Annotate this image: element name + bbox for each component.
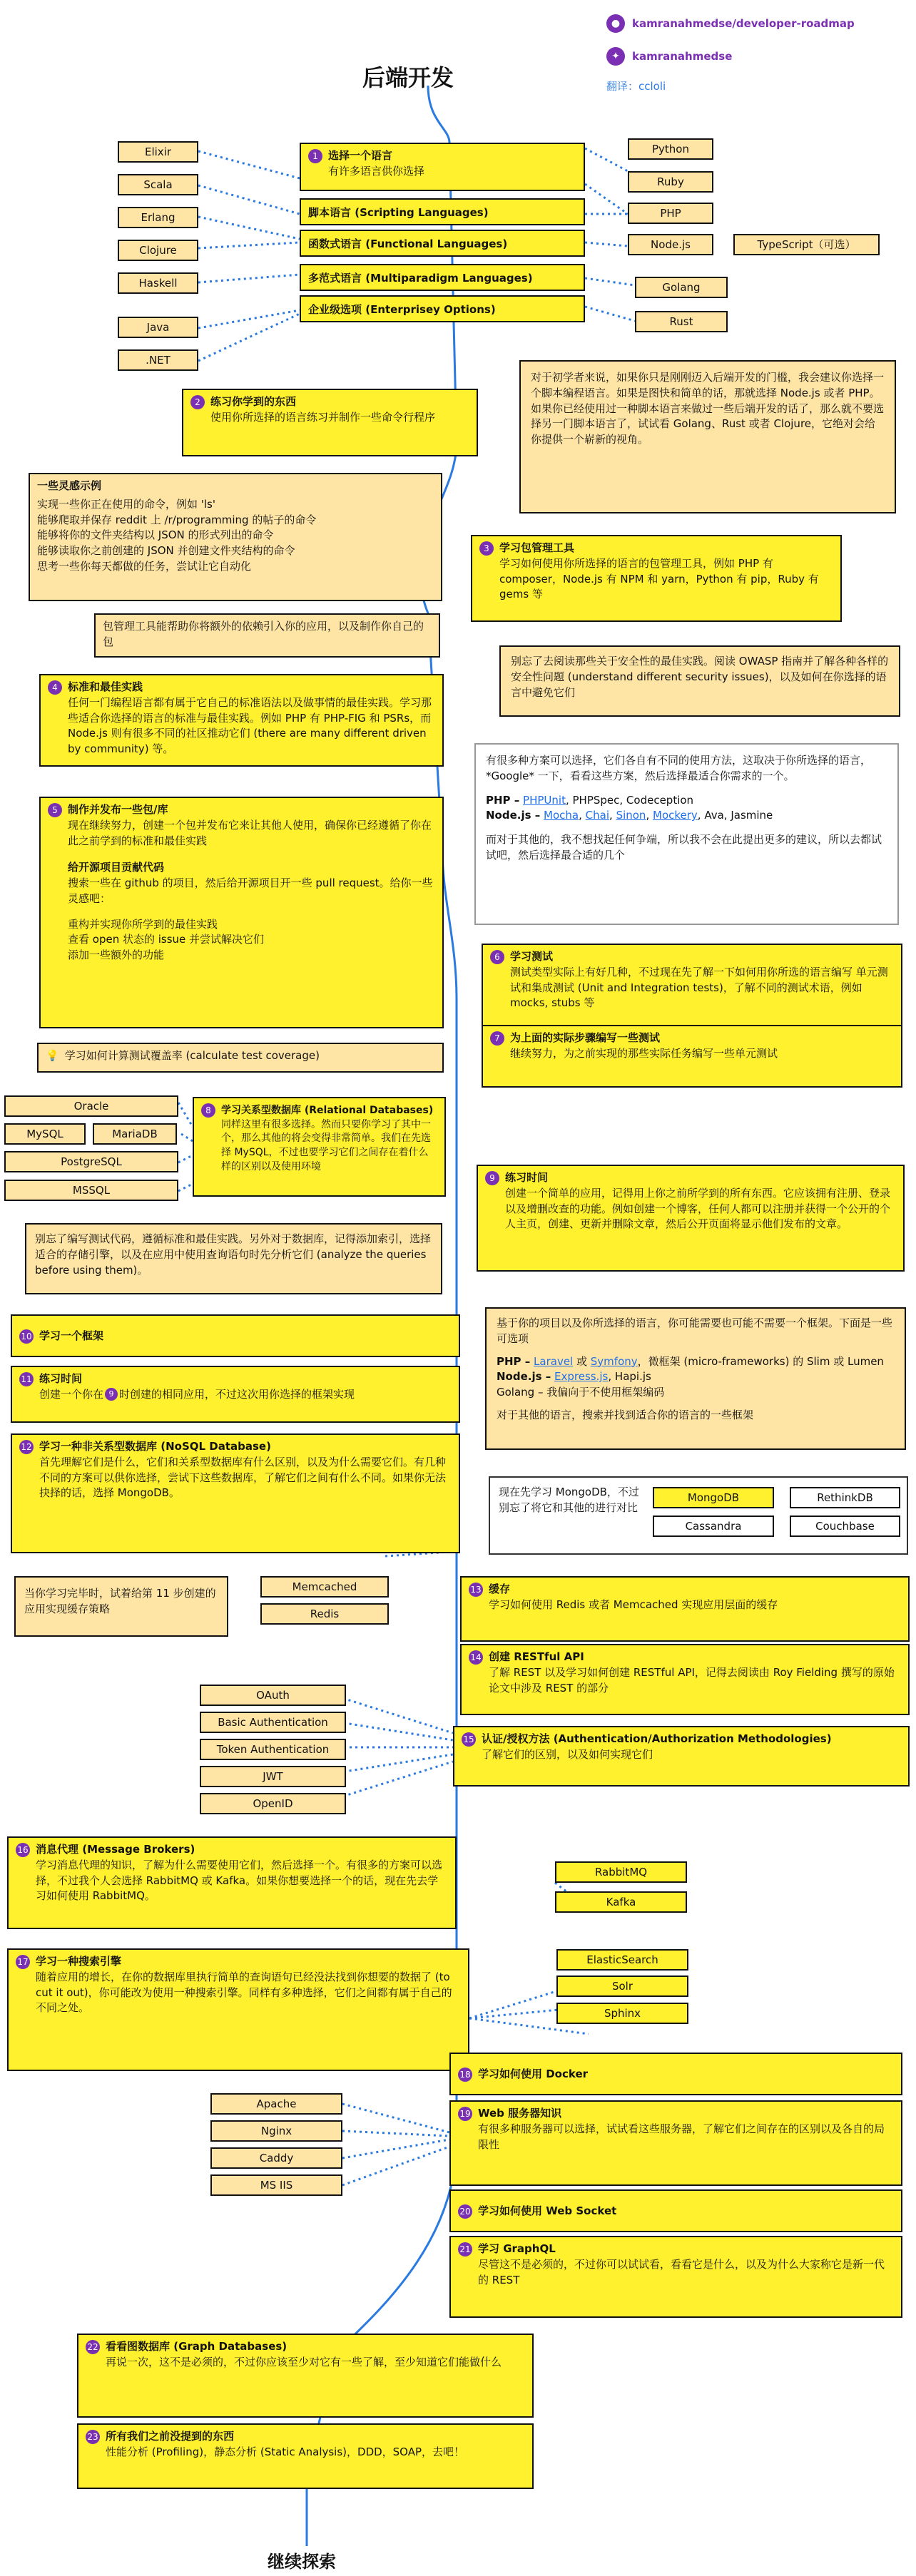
tool-mocha[interactable]: Mocha <box>544 809 579 822</box>
option-ruby[interactable]: Ruby <box>628 171 713 193</box>
step-desc: 使用你所选择的语言练习并制作一些命令行程序 <box>210 410 436 424</box>
step-3-note: 包管理工具能帮助你将额外的依赖引入你的应用，以及制作你自己的包 <box>94 613 440 658</box>
step-title: 为上面的实际步骤编写一些测试 <box>510 1031 661 1044</box>
step-number: 3 <box>479 541 494 556</box>
idea-item: 能够读取你之前创建的 JSON 并创建文件夹结构的命令 <box>37 544 295 557</box>
step-title: 标准和最佳实践 <box>68 680 143 693</box>
ideas-title: 一些灵感示例 <box>37 479 102 492</box>
step-desc: 创建一个你在 9 时创建的相同应用，不过这次用你选择的框架实现 <box>39 1387 355 1401</box>
step-number: 4 <box>48 680 62 695</box>
step-21-card[interactable] <box>449 2236 902 2318</box>
step-title: 学习测试 <box>510 950 554 963</box>
step-number: 6 <box>490 950 504 964</box>
option-nginx[interactable]: Nginx <box>210 2120 342 2142</box>
node-frameworks: Node.js – Express.js, Hapi.js <box>497 1370 651 1384</box>
step-14-card[interactable] <box>460 1644 910 1715</box>
step-number: 18 <box>458 2068 472 2082</box>
sub-desc: 搜索一些在 github 的项目，然后给开源项目开一些 pull request。给你一些灵感吧： <box>68 876 433 905</box>
step-6-note <box>474 743 899 925</box>
option-caddy[interactable]: Caddy <box>210 2147 342 2169</box>
note-intro: 有很多种方案可以选择，它们各自有不同的使用方法，这取决于你所选择的语言，*Google* 一下，看看这些方案，然后选择最适合你需求的一个。 <box>486 754 872 782</box>
step-8-card[interactable] <box>193 1097 446 1197</box>
tool-mockery[interactable]: Mockery <box>653 809 698 822</box>
step-title: 看看图数据库 (Graph Databases) <box>106 2340 287 2353</box>
step-desc: 创建一个简单的应用，记得用上你之前所学到的所有东西。它应该拥有注册、登录以及增删改查的功能。例如创建一个博客，任何人都可以注册并获得一个公开的个人主页，创建、更新并删除文章，然后公开页面将显示他们发布的文章。 <box>505 1186 891 1231</box>
option-rabbitmq[interactable]: RabbitMQ <box>555 1861 687 1883</box>
step-title: 学习关系型数据库 (Relational Databases) <box>221 1105 434 1116</box>
step-number: 9 <box>485 1171 499 1185</box>
sub-item: 重构并实现你所学到的最佳实践 <box>68 917 218 931</box>
step-number: 11 <box>19 1372 34 1386</box>
step-title: 练习你学到的东西 <box>210 395 297 408</box>
option-openid[interactable]: OpenID <box>200 1793 346 1814</box>
step-number: 17 <box>16 1955 30 1969</box>
option-rethinkdb[interactable]: RethinkDB <box>790 1487 900 1508</box>
option-python[interactable]: Python <box>628 138 713 160</box>
option-mariadb[interactable]: MariaDB <box>93 1123 177 1145</box>
github-link-text: kamranahmedse/developer-roadmap <box>632 17 855 30</box>
coverage-note <box>37 1043 444 1073</box>
tool-phpunit[interactable]: PHPUnit <box>523 793 566 807</box>
step-12-card[interactable] <box>11 1433 460 1553</box>
option-oracle[interactable]: Oracle <box>4 1095 178 1117</box>
php-tools: PHP – PHPUnit, PHPSpec, Codeception <box>486 793 694 807</box>
step-number: 12 <box>19 1440 34 1454</box>
step-title: 练习时间 <box>505 1171 549 1184</box>
option-clojure[interactable]: Clojure <box>118 240 198 261</box>
step-1-note: 对于初学者来说，如果你只是刚刚迈入后端开发的门槛，我会建议你选择一个脚本编程语言。如果是图快和简单的话，那就选择 Node.js 或者 PHP。如果你已经使用过一种脚本语言来做过一些后端开发的话了，那么就不要选择另一门脚本语言了，试试看 Golang、Rust 或者 Clojure，它绝对会给你提供一个崭新的视角。 <box>519 360 896 513</box>
option-msiis[interactable]: MS IIS <box>210 2174 342 2196</box>
step-desc: 同样这里有很多选择。然而只要你学习了其中一个，那么其他的将会变得非常简单。我们在先选择 MySQL，不过也要学习它们之间存在着什么样的区别以及使用环境 <box>221 1118 431 1172</box>
category-scripting[interactable]: 脚本语言 (Scripting Languages) <box>300 198 585 225</box>
option-oauth[interactable]: OAuth <box>200 1685 346 1706</box>
idea-item: 能够将你的文件夹结构以 JSON 的形式列出的命令 <box>37 528 274 542</box>
option-jwt[interactable]: JWT <box>200 1766 346 1787</box>
framework-symfony[interactable]: Symfony <box>590 1354 638 1368</box>
sub-item: 添加一些额外的功能 <box>68 949 165 961</box>
step-number: 7 <box>490 1031 504 1046</box>
option-mongodb[interactable]: MongoDB <box>653 1487 774 1508</box>
option-erlang[interactable]: Erlang <box>118 207 198 228</box>
step-18-card[interactable] <box>449 2053 902 2095</box>
tool-chai[interactable]: Chai <box>585 809 610 822</box>
step-4-note: 别忘了去阅读那些关于安全性的最佳实践。阅读 OWASP 指南并了解各种各样的安全性问题 (understand different security issues)，以及如何在你选择的语言中避免它们 <box>499 645 900 717</box>
step-number: 21 <box>458 2242 472 2256</box>
step-2-ideas <box>29 473 442 601</box>
option-dotnet[interactable]: .NET <box>118 349 198 371</box>
step-9-card[interactable] <box>477 1165 905 1272</box>
option-elixir[interactable]: Elixir <box>118 141 198 163</box>
node-tools: Node.js – Mocha, Chai, Sinon, Mockery, Ava, Jasmine <box>486 809 773 822</box>
coverage-text: 学习如何计算测试覆盖率 (calculate test coverage) <box>64 1049 320 1062</box>
step-13-note: 当你学习完毕时，试着给第 11 步创建的应用实现缓存策略 <box>14 1576 228 1637</box>
step-desc: 性能分析 (Profiling)，静态分析 (Static Analysis)，DDD，SOAP，去吧！ <box>106 2445 465 2458</box>
option-cassandra[interactable]: Cassandra <box>653 1516 774 1537</box>
step-desc: 随着应用的增长，在你的数据库里执行简单的查询语句已经没法找到你想要的数据了 (to cut it out)，你可能改为使用一种搜索引擎。同样有多种选择，它们之间都有属于自己的不同之处。 <box>36 1970 452 2015</box>
tool-sinon[interactable]: Sinon <box>616 809 646 822</box>
step-desc: 学习如何使用 Redis 或者 Memcached 实现应用层面的缓存 <box>489 1598 778 1611</box>
note-text: 现在先学习 MongoDB，不过别忘了将它和其他的进行对比 <box>499 1486 639 1514</box>
step-desc: 有许多语言供你选择 <box>328 164 425 178</box>
option-postgresql[interactable]: PostgreSQL <box>4 1151 178 1172</box>
option-haskell[interactable]: Haskell <box>118 272 198 294</box>
lightbulb-icon: 💡 <box>46 1049 59 1062</box>
step-number: 15 <box>462 1732 476 1747</box>
step-15-card[interactable] <box>453 1726 910 1787</box>
category-functional[interactable]: 函数式语言 (Functional Languages) <box>300 230 585 257</box>
step-23-card[interactable] <box>77 2423 534 2489</box>
step-10-note <box>485 1307 906 1450</box>
twitter-link[interactable] <box>606 47 732 66</box>
step-1-card[interactable] <box>300 143 585 191</box>
step-title: 学习一种搜索引擎 <box>36 1955 122 1968</box>
step-desc: 了解 REST 以及学习如何创建 RESTful API，记得去阅读由 Roy Fielding 撰写的原始论文中涉及 REST 的部分 <box>489 1665 895 1695</box>
step-20-card[interactable] <box>449 2189 902 2232</box>
step-desc: 有很多种服务器可以选择，试试看这些服务器，了解它们之间存在的区别以及各自的局限性 <box>478 2122 885 2151</box>
step-title: 学习一个框架 <box>39 1329 104 1342</box>
step-title: 所有我们之前没提到的东西 <box>106 2430 235 2443</box>
step-number: 5 <box>48 803 62 817</box>
note-intro: 基于你的项目以及你所选择的语言，你可能需要也可能不需要一个框架。下面是一些可选项 <box>497 1317 893 1345</box>
step-10-card[interactable] <box>11 1314 460 1357</box>
step-title: 学习如何使用 Docker <box>478 2068 589 2080</box>
step-3-card[interactable] <box>471 535 842 622</box>
step-17-card[interactable] <box>7 1948 469 2071</box>
option-mysql[interactable]: MySQL <box>4 1123 86 1145</box>
step-number: 10 <box>19 1329 34 1344</box>
step-desc: 再说一次，这不是必须的，不过你应该至少对它有一些了解，至少知道它们能做什么 <box>106 2355 502 2368</box>
step-title: 选择一个语言 <box>328 149 393 162</box>
step-title: 制作并发布一些包/库 <box>68 803 168 816</box>
twitter-icon: ✦ <box>606 47 625 66</box>
option-redis[interactable]: Redis <box>260 1603 389 1625</box>
step-19-card[interactable] <box>449 2100 902 2186</box>
option-basic-auth[interactable]: Basic Authentication <box>200 1712 346 1733</box>
framework-laravel[interactable]: Laravel <box>534 1354 574 1368</box>
idea-item: 思考一些你每天都做的任务，尝试让它自动化 <box>37 559 252 573</box>
step-22-card[interactable] <box>77 2334 534 2418</box>
step-ref: 9 <box>105 1388 118 1401</box>
option-memcached[interactable]: Memcached <box>260 1576 389 1598</box>
step-desc: 首先理解它们是什么，它们和关系型数据库有什么区别，以及为什么需要它们。有几种不同的方案可以供你选择，尝试下这些数据库，了解它们之间有什么不同。如果你无法抉择的话，选择 MongoDB。 <box>39 1455 447 1500</box>
step-11-card[interactable] <box>11 1366 460 1423</box>
option-token-auth[interactable]: Token Authentication <box>200 1739 346 1760</box>
option-sphinx[interactable]: Sphinx <box>556 2003 688 2024</box>
github-icon: ● <box>606 14 625 33</box>
step-desc: 学习如何使用你所选择的语言的包管理工具，例如 PHP 有 composer，Node.js 有 NPM 和 yarn，Python 有 pip，Ruby 有 gems 等 <box>499 556 819 601</box>
option-rust[interactable]: Rust <box>635 311 728 332</box>
option-couchbase[interactable]: Couchbase <box>790 1516 900 1537</box>
step-desc: 任何一门编程语言都有属于它自己的标准语法以及做事情的最佳实践。学习那些适合你选择的语言的标准与最佳实践。例如 PHP 有 PHP-FIG 和 PSRs，而 Node.js 则有很多不同的社区推动它们 (there are many different driven by community) 等。 <box>68 695 432 755</box>
category-multiparadigm[interactable]: 多范式语言 (Multiparadigm Languages) <box>300 264 585 291</box>
option-php[interactable]: PHP <box>628 203 713 224</box>
step-title: 学习包管理工具 <box>499 541 575 554</box>
step-title: 创建 RESTful API <box>489 1650 584 1663</box>
step-5-card[interactable] <box>39 797 444 1028</box>
step-8-note: 别忘了编写测试代码，遵循标准和最佳实践。另外对于数据库，记得添加索引，选择适合的存储引擎，以及在应用中使用查询语句时先分析它们 (analyze the queries before using them)。 <box>25 1223 442 1294</box>
github-link[interactable] <box>606 14 855 33</box>
step-desc: 尽管这不是必须的，不过你可以试试看，看看它是什么，以及为什么大家称它是新一代的 REST <box>478 2257 885 2286</box>
option-nodejs[interactable]: Node.js <box>628 234 713 255</box>
option-mssql[interactable]: MSSQL <box>4 1180 178 1201</box>
option-elasticsearch[interactable]: ElasticSearch <box>556 1949 688 1971</box>
step-number: 20 <box>458 2204 472 2219</box>
note-outro: 而对于其他的，我不想找起任何争端，所以我不会在此提出更多的建议，所以去都试试吧，然后选择最合适的几个 <box>486 833 882 862</box>
footer-text: 继续探索 <box>268 2552 336 2572</box>
step-desc: 测试类型实际上有好几种，不过现在先了解一下如何用你所选的语言编写 单元测试和集成测试 (Unit and Integration tests)，了解不同的测试术语，例如 mocks, stubs 等 <box>510 965 888 1010</box>
option-solr[interactable]: Solr <box>556 1976 688 1997</box>
option-kafka[interactable]: Kafka <box>555 1891 687 1913</box>
step-title: 学习如何使用 Web Socket <box>478 2204 617 2217</box>
golang-frameworks: Golang – 我偏向于不使用框架编码 <box>497 1386 665 1399</box>
page-title: 后端开发 <box>362 64 454 91</box>
step-desc: 现在继续努力，创建一个包并发布它来让其他人使用，确保你已经遵循了你在此之前学到的标准和最佳实践 <box>68 818 432 847</box>
step-desc: 了解它们的区别，以及如何实现它们 <box>482 1747 653 1761</box>
option-golang[interactable]: Golang <box>635 277 728 298</box>
step-7-card[interactable] <box>482 1025 902 1088</box>
step-title: 缓存 <box>489 1583 511 1595</box>
translator-credit <box>606 78 666 93</box>
php-frameworks: PHP – Laravel 或 Symfony，微框架 (micro-frameworks) 的 Slim 或 Lumen <box>497 1354 884 1368</box>
step-13-card[interactable] <box>460 1576 910 1642</box>
step-title: Web 服务器知识 <box>478 2107 562 2120</box>
step-title: 认证/授权方法 (Authentication/Authorization Methodologies) <box>482 1732 832 1745</box>
step-2-card[interactable] <box>182 389 478 456</box>
framework-express[interactable]: Express.js <box>554 1370 609 1384</box>
option-apache[interactable]: Apache <box>210 2093 342 2115</box>
step-title: 学习一种非关系型数据库 (NoSQL Database) <box>39 1440 271 1453</box>
idea-item: 实现一些你正在使用的命令，例如 'ls' <box>37 497 215 511</box>
step-title: 练习时间 <box>39 1372 83 1385</box>
step-title: 学习 GraphQL <box>478 2242 556 2255</box>
twitter-link-text: kamranahmedse <box>632 50 733 63</box>
note-outro: 对于其他的语言，搜索并找到适合你的语言的一些框架 <box>497 1408 754 1421</box>
step-4-card[interactable] <box>39 674 444 767</box>
step-title: 消息代理 (Message Brokers) <box>36 1843 195 1856</box>
step-16-card[interactable] <box>7 1836 457 1929</box>
option-typescript[interactable]: TypeScript（可选） <box>733 234 880 255</box>
option-java[interactable]: Java <box>118 317 198 338</box>
step-number: 2 <box>190 395 205 409</box>
step-number: 19 <box>458 2107 472 2121</box>
step-6-card[interactable] <box>482 944 902 1035</box>
step-desc: 学习消息代理的知识，了解为什么需要使用它们，然后选择一个。有很多的方案可以选择，不过我个人会选择 RabbitMQ 或 Kafka。如果你想要选择一个的话，现在先去学习如何使用 RabbitMQ。 <box>36 1858 443 1903</box>
step-number: 14 <box>469 1650 483 1665</box>
step-number: 8 <box>201 1103 215 1118</box>
option-scala[interactable]: Scala <box>118 174 198 195</box>
step-number: 22 <box>86 2340 100 2354</box>
step-number: 13 <box>469 1583 483 1597</box>
step-number: 16 <box>16 1843 30 1857</box>
step-number: 23 <box>86 2430 100 2444</box>
idea-item: 能够爬取并保存 reddit 上 /r/programming 的帖子的命令 <box>37 513 317 526</box>
step-desc: 继续努力，为之前实现的那些实际任务编写一些单元测试 <box>510 1046 778 1060</box>
category-enterprise[interactable]: 企业级选项 (Enterprisey Options) <box>300 295 585 322</box>
sub-title: 给开源项目贡献代码 <box>68 861 165 874</box>
sub-item: 查看 open 状态的 issue 并尝试解决它们 <box>68 933 265 946</box>
step-number: 1 <box>308 149 322 163</box>
translator-text: 翻译：ccloli <box>606 80 666 93</box>
